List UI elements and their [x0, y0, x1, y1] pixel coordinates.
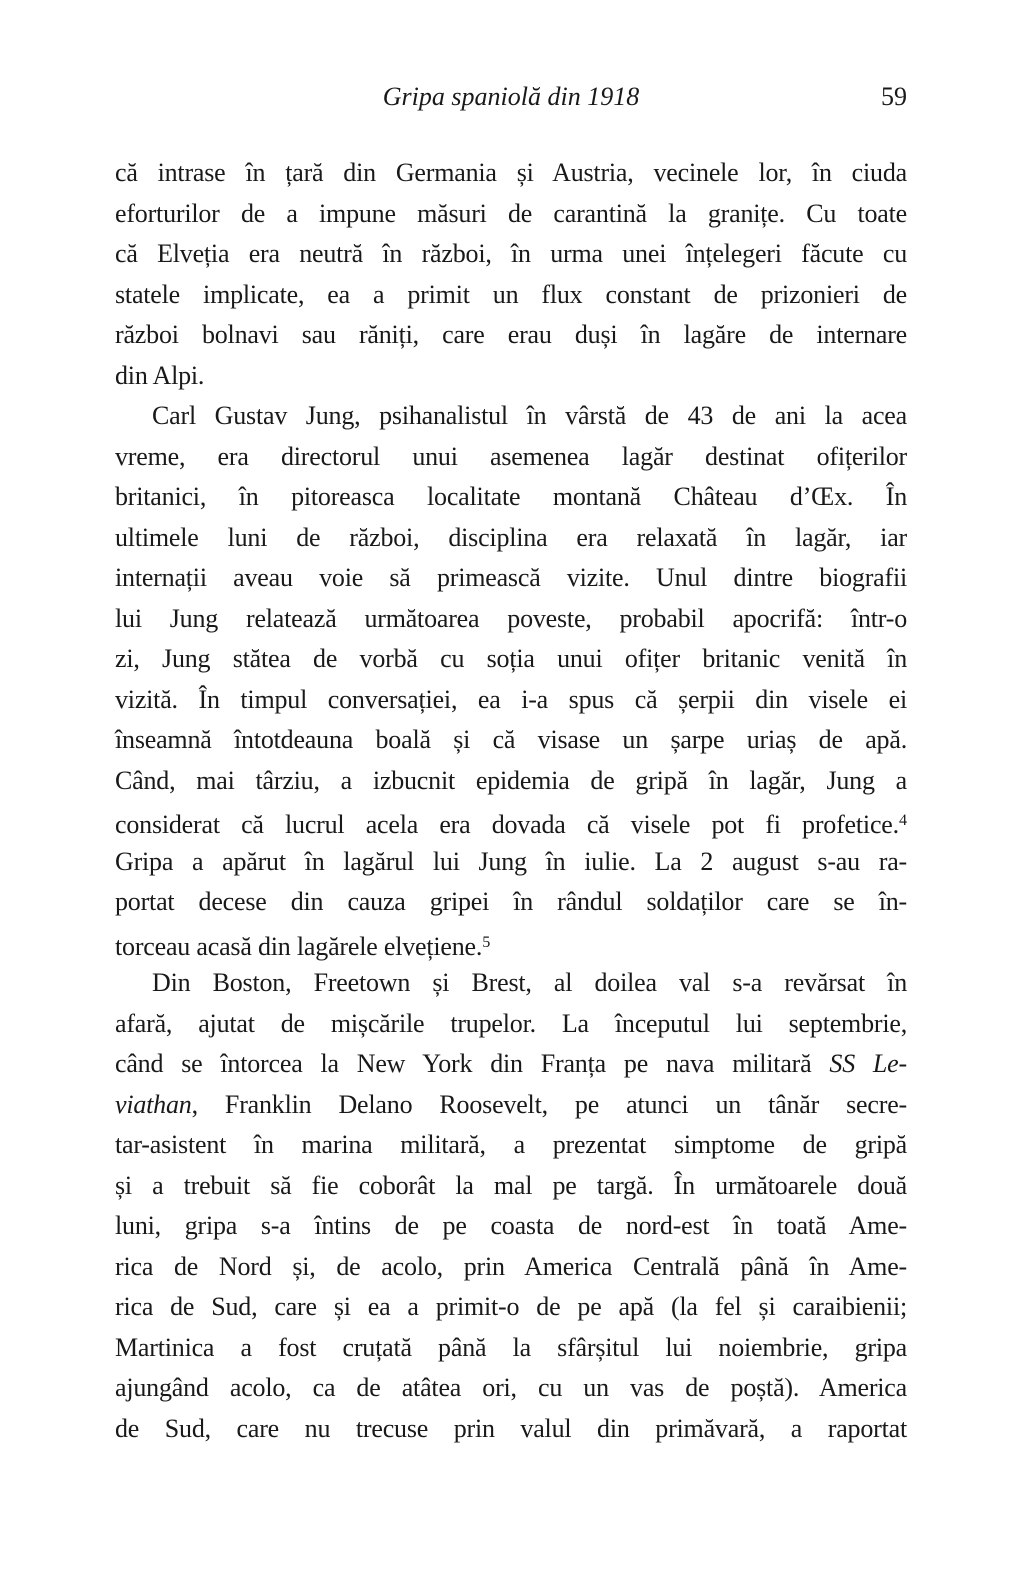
- text-segment: de Sud, care nu trecuse prin valul din primăvară, a raportat: [115, 1413, 907, 1443]
- text-segment: Carl Gustav Jung, psihanalistul în vârstă de 43 de ani la acea: [152, 401, 907, 430]
- paragraph: [115, 396, 907, 963]
- text-segment: Gripa a apărut în lagărul lui Jung în iulie. La 2 august s-au ra-: [115, 846, 907, 876]
- text-segment: când se întorcea la New York din Franța pe nava militară: [115, 1049, 830, 1078]
- footnote-reference: 5: [482, 933, 491, 951]
- text-segment: SS Le-: [829, 1049, 907, 1078]
- paragraph: [115, 963, 907, 1449]
- text-segment: tar-asistent în marina militară, a prezentat simptome de gripă: [115, 1130, 907, 1159]
- running-header-title: Gripa spaniolă din 1918: [382, 82, 640, 111]
- text-segment: că intrase în țară din Germania și Austria, vecinele lor, în ciuda: [115, 158, 907, 187]
- text-line: [115, 315, 907, 356]
- text-segment: britanici, în pitoreasca localitate montană Château d’Œx. În: [115, 482, 907, 511]
- text-segment: luni, gripa s-a întins de pe coasta de nord-est în toată Ame-: [115, 1211, 907, 1240]
- text-segment: vizită. În timpul conversației, ea i-a spus că șerpii din visele ei: [115, 684, 907, 714]
- text-line: [115, 599, 907, 640]
- text-segment: lui Jung relatează următoarea poveste, probabil apocrifă: într-o: [115, 603, 907, 633]
- text-line: [115, 1287, 907, 1328]
- text-line: [115, 558, 907, 599]
- text-line: [115, 153, 907, 194]
- text-line: [115, 1125, 907, 1166]
- text-segment: zi, Jung stătea de vorbă cu soția unui ofițer britanic venită în: [115, 644, 907, 673]
- text-line: [115, 882, 907, 923]
- text-segment: eforturilor de a impune măsuri de carantină la granițe. Cu toate: [115, 198, 907, 228]
- text-segment: Martinica a fost cruțată până la sfârșitul lui noiembrie, gripa: [115, 1332, 907, 1362]
- text-line: [115, 720, 907, 761]
- footnote-reference: 4: [898, 812, 907, 829]
- text-segment: viathan: [115, 1089, 192, 1119]
- text-segment: ajungând acolo, ca de atâtea ori, cu un vas de poștă). America: [115, 1373, 907, 1402]
- text-segment: torceau acasă din lagărele elvețiene.: [115, 931, 483, 961]
- text-line: [115, 437, 907, 478]
- text-segment: din Alpi.: [115, 360, 205, 390]
- text-line: [115, 801, 907, 842]
- text-segment: Când, mai târziu, a izbucnit epidemia de gripă în lagăr, Jung a: [115, 765, 907, 795]
- text-line: [115, 275, 907, 316]
- page-number: 59: [881, 82, 907, 111]
- text-line: [115, 194, 907, 235]
- text-line: [115, 963, 907, 1004]
- text-segment: că Elveția era neutră în război, în urma unei înțelegeri făcute cu: [115, 239, 907, 268]
- text-line: [115, 1004, 907, 1045]
- text-line: [115, 680, 907, 721]
- text-segment: ultimele luni de război, disciplina era relaxată în lagăr, iar: [115, 522, 907, 552]
- paragraph: [115, 153, 907, 396]
- text-line: [115, 518, 907, 559]
- text-line: [115, 477, 907, 518]
- text-line: [115, 1166, 907, 1207]
- text-segment: internații aveau voie să primească vizite. Unul dintre biografii: [115, 563, 907, 592]
- text-line: [115, 1044, 907, 1085]
- text-line: [115, 1368, 907, 1409]
- text-line: [115, 1085, 907, 1126]
- text-line: [115, 396, 907, 437]
- text-segment: război bolnavi sau răniți, care erau duși în lagăre de internare: [115, 320, 907, 349]
- body-text: [115, 153, 907, 1449]
- text-line: [115, 1328, 907, 1369]
- text-segment: rica de Nord și, de acolo, prin America Centrală până în Ame-: [115, 1251, 907, 1281]
- text-line: [115, 356, 907, 397]
- text-segment: considerat că lucrul acela era dovada că visele pot fi profetice.: [115, 810, 899, 840]
- text-line: [115, 761, 907, 802]
- text-segment: statele implicate, ea a primit un flux constant de prizonieri de: [115, 279, 907, 309]
- text-line: [115, 1247, 907, 1288]
- text-line: [115, 234, 907, 275]
- text-segment: , Franklin Delano Roosevelt, pe atunci un tânăr secre-: [191, 1089, 907, 1119]
- text-line: [115, 1206, 907, 1247]
- text-segment: înseamnă întotdeauna boală și că visase un șarpe uriaș de apă.: [115, 725, 907, 754]
- text-segment: vreme, era directorul unui asemenea lagăr destinat ofițerilor: [115, 441, 907, 471]
- text-line: [115, 1409, 907, 1450]
- text-segment: Din Boston, Freetown și Brest, al doilea val s-a revărsat în: [152, 968, 907, 997]
- text-line: [115, 923, 907, 964]
- text-segment: portat decese din cauza gripei în rândul soldaților care se în-: [115, 887, 907, 916]
- text-segment: și a trebuit să fie coborât la mal pe targă. În următoarele două: [115, 1170, 907, 1200]
- text-segment: rica de Sud, care și ea a primit-o de pe apă (la fel și caraibienii;: [115, 1292, 907, 1321]
- text-line: [115, 639, 907, 680]
- running-header: [115, 82, 907, 118]
- text-segment: afară, ajutat de mișcările trupelor. La începutul lui septembrie,: [115, 1008, 907, 1038]
- text-line: [115, 842, 907, 883]
